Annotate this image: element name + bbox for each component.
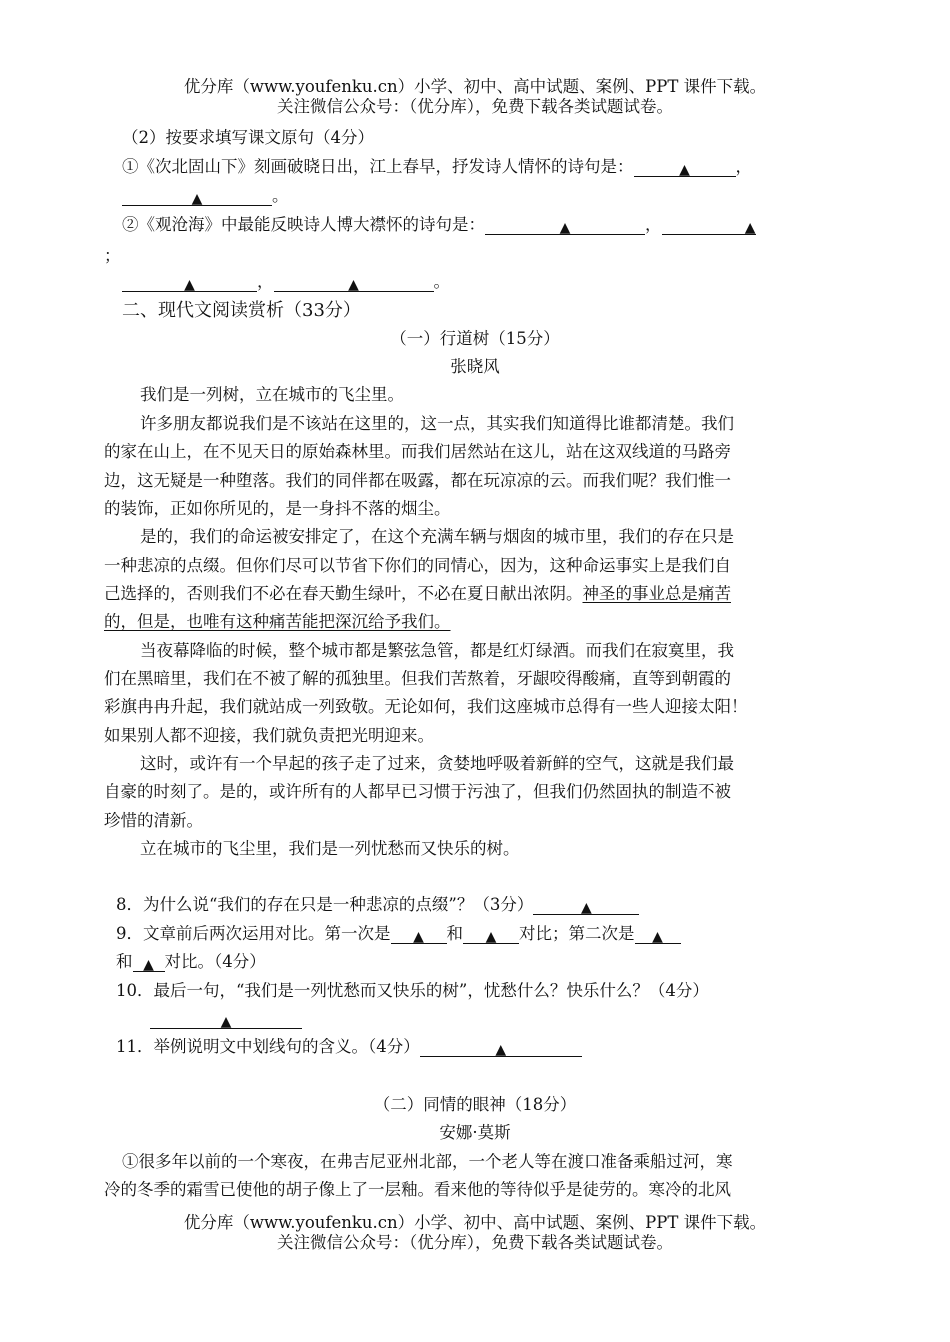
q2-item-2-text: ②《观沧海》中最能反映诗人博大襟怀的诗句是： [122, 215, 485, 234]
underlined-sentence: 的，但是，也唯有这种痛苦能把深沉给予我们。 [104, 612, 451, 631]
q2-item-1 [122, 157, 752, 177]
q2-item-2-cont [122, 272, 450, 292]
question-9-text: 对比；第二次是 [519, 924, 635, 943]
passage-line: 立在城市的飞尘里，我们是一列忧愁而又快乐的树。 [140, 839, 520, 858]
passage-2-author: 安娜·莫斯 [439, 1123, 511, 1142]
triangle-icon: ▲ [495, 1042, 507, 1058]
question-9 [116, 924, 681, 944]
question-9-text: 对比。（4分） [164, 952, 266, 971]
passage-line: 冷的冬季的霜雪已使他的胡子像上了一层釉。看来他的等待似乎是徒劳的。寒冷的北风 [104, 1180, 731, 1199]
question-9-cont [116, 952, 266, 972]
triangle-icon: ▲ [348, 277, 359, 293]
triangle-icon: ▲ [679, 162, 690, 178]
comma: ， [735, 157, 752, 176]
question-11-text: 11．举例说明文中划线句的含义。（4分） [116, 1037, 420, 1056]
triangle-icon: ▲ [559, 220, 571, 236]
passage-2-title: （二）同情的眼神（18分） [373, 1095, 577, 1114]
triangle-icon: ▲ [744, 220, 756, 236]
underlined-sentence: 神圣的事业总是痛苦 [582, 584, 731, 603]
q2-item-1-text: ①《次北固山下》刻画破晓日出，江上春早，抒发诗人情怀的诗句是： [122, 157, 634, 176]
answer-blank[interactable] [150, 1011, 302, 1029]
question-9-text: 9．文章前后两次运用对比。第一次是 [116, 924, 391, 943]
triangle-icon: ▲ [191, 191, 203, 207]
passage-line: 我们是一列树，立在城市的飞尘里。 [140, 385, 404, 404]
passage-line [104, 584, 731, 604]
answer-blank[interactable] [122, 274, 257, 292]
question-10: 10．最后一句，“我们是一列忧愁而又快乐的树”，忧愁什么？快乐什么？（4分） [116, 981, 709, 1000]
section-title: 二、现代文阅读赏析（33分） [122, 300, 361, 321]
passage-line: 珍惜的清新。 [104, 811, 203, 830]
passage-line: 许多朋友都说我们是不该站在这里的，这一点，其实我们知道得比谁都清楚。我们 [140, 414, 734, 433]
passage-line: 边，这无疑是一种堕落。我们的同伴都在吸露，都在玩凉凉的云。而我们呢？我们惟一 [104, 471, 731, 490]
passage-line: 是的，我们的命运被安排定了，在这个充满车辆与烟囱的城市里，我们的存在只是 [140, 527, 734, 546]
triangle-icon: ▲ [143, 957, 154, 973]
answer-blank[interactable] [122, 188, 272, 206]
question-11 [116, 1037, 582, 1057]
passage-line: 彩旗冉冉升起，我们就站成一列致敬。无论如何，我们这座城市总得有一些人迎接太阳！ [104, 697, 748, 716]
answer-blank[interactable] [463, 926, 519, 944]
triangle-icon: ▲ [413, 929, 424, 945]
passage-1-author: 张晓风 [450, 357, 500, 376]
passage-text: 己选择的，否则我们不必在春天勤生绿叶，不必在夏日献出浓阴。 [104, 584, 583, 603]
period: 。 [272, 186, 289, 205]
triangle-icon: ▲ [580, 900, 592, 916]
footer-line-1: 优分库（www.youfenku.cn）小学、初中、高中试题、案例、PPT 课件下载。 [183, 1213, 767, 1232]
footer-line-2: 关注微信公众号：（优分库），免费下载各类试题试卷。 [277, 1233, 673, 1252]
answer-blank[interactable] [485, 217, 645, 235]
passage-line: 一种悲凉的点缀。但你们尽可以节省下你们的同情心，因为，这种命运事实上是我们自 [104, 556, 731, 575]
question-8-text: 8．为什么说“我们的存在只是一种悲凉的点缀”？（3分） [116, 895, 534, 914]
and-text: 和 [116, 952, 133, 971]
answer-blank[interactable] [634, 159, 736, 177]
passage-line: 的家在山上，在不见天日的原始森林里。而我们居然站在这儿，站在这双线道的马路旁 [104, 442, 731, 461]
triangle-icon: ▲ [220, 1014, 232, 1030]
semicolon-line: ； [104, 246, 121, 265]
answer-blank[interactable] [274, 274, 434, 292]
answer-blank[interactable] [635, 926, 681, 944]
answer-blank[interactable] [133, 954, 165, 972]
q2-item-1-cont [122, 186, 289, 206]
answer-blank[interactable] [391, 926, 447, 944]
comma: ， [257, 272, 274, 291]
header-line-2: 关注微信公众号：（优分库），免费下载各类试题试卷。 [277, 97, 673, 116]
passage-line: 当夜幕降临的时候，整个城市都是繁弦急管，都是红灯绿酒。而我们在寂寞里，我 [140, 641, 734, 660]
triangle-icon: ▲ [652, 929, 663, 945]
question-10-answer [150, 1009, 302, 1029]
passage-line: ①很多年以前的一个寒夜，在弗吉尼亚州北部，一个老人等在渡口准备乘船过河，寒 [122, 1152, 733, 1171]
triangle-icon: ▲ [184, 277, 195, 293]
triangle-icon: ▲ [485, 929, 497, 945]
passage-line: 们在黑暗里，我们在不被了解的孤独里。但我们苦熬着，牙龈咬得酸痛，直等到朝霞的 [104, 669, 731, 688]
header-line-1: 优分库（www.youfenku.cn）小学、初中、高中试题、案例、PPT 课件下载。 [183, 77, 767, 96]
answer-blank[interactable] [533, 897, 639, 915]
answer-blank[interactable] [420, 1039, 582, 1057]
and-text: 和 [446, 924, 463, 943]
q2-item-2 [122, 215, 756, 235]
comma: ， [645, 215, 662, 234]
passage-line: 自豪的时刻了。是的，或许所有的人都早已习惯于污浊了，但我们仍然固执的制造不被 [104, 782, 731, 801]
passage-line: 如果别人都不迎接，我们就负责把光明迎来。 [104, 726, 434, 745]
q2-title: （2）按要求填写课文原句（4分） [122, 128, 374, 147]
answer-blank[interactable] [662, 217, 756, 235]
question-8 [116, 895, 639, 915]
passage-1-title: （一）行道树（15分） [390, 329, 560, 348]
passage-line: 这时，或许有一个早起的孩子走了过来，贪婪地呼吸着新鲜的空气，这就是我们最 [140, 754, 734, 773]
passage-line: 的装饰，正如你所见的，是一身抖不落的烟尘。 [104, 499, 451, 518]
period: 。 [433, 272, 450, 291]
